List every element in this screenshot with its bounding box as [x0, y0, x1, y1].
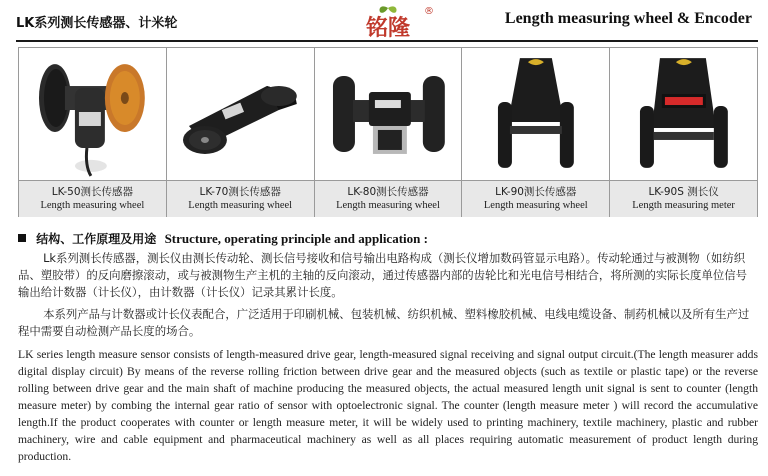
product-caption — [462, 180, 609, 217]
page-title-en: Length measuring wheel & Encoder — [504, 10, 752, 27]
logo-text: 铭隆 — [365, 15, 411, 40]
product-gallery — [18, 47, 758, 217]
body-paragraph-cn-1: Lk系列测长传感器，测长仪由测长传动轮、测长信号接收和信号输出电路构成（测长仪增加数码管显示电路）。传动轮通过与被测物（如纺织品、塑胶带）的反向磨擦滚动，或与被测物生产主机的主轴的反向滚动，通过传感器内部的齿轮比和光电信号相结合，将所测的实际长度单位信号输出给计数器（计长仪），由计数器（计长仪）记录其累计长度。 — [18, 251, 748, 299]
registered-mark-icon: ® — [424, 6, 434, 17]
length-wheel-photo-icon — [462, 48, 609, 180]
product-photo — [167, 48, 314, 180]
product-photo — [610, 48, 757, 180]
product-caption — [315, 180, 462, 217]
product-card — [462, 48, 610, 216]
page-title-cn: LK系列测长传感器、计米轮 — [16, 16, 178, 31]
length-wheel-photo-icon — [19, 48, 166, 180]
product-model-cn: LK-90测长传感器 — [495, 186, 577, 198]
section-heading-en: Structure, operating principle and application : — [164, 231, 428, 246]
square-bullet-icon — [18, 234, 26, 242]
product-caption — [167, 180, 314, 217]
product-photo — [315, 48, 462, 180]
product-desc-en: Length measuring wheel — [40, 200, 145, 211]
product-model-cn: LK-90S 测长仪 — [648, 186, 719, 198]
product-card — [610, 48, 757, 216]
product-desc-en: Length measuring wheel — [483, 200, 588, 211]
product-desc-en: Length measuring wheel — [188, 200, 293, 211]
product-caption — [610, 180, 757, 217]
product-model-cn: LK-50测长传感器 — [51, 186, 134, 198]
product-caption — [19, 180, 166, 217]
body-paragraph-cn-2: 本系列产品与计数器或计长仪表配合，广泛适用于印刷机械、包装机械、纺织机械、塑料橡胶机械、电线电缆设备、制药机械以及所有生产过程中需要自动检测产品长度的场合。 — [18, 307, 750, 338]
page-header — [0, 0, 768, 40]
brand-logo — [338, 2, 438, 40]
product-model-cn: LK-70测长传感器 — [199, 186, 281, 198]
length-wheel-photo-icon — [315, 48, 462, 180]
product-desc-en: Length measuring meter — [632, 200, 735, 211]
product-card — [19, 48, 167, 216]
product-card — [167, 48, 315, 216]
body-paragraph-en: LK series length measure sensor consists of length-measured drive gear, length-measured signal receiving and signal output circuit.(The length measurer adds digital display circuit) By means of the reverse rolling friction between drive gear and the measured objects (such as textile or plastic tape) or the reverse rolling between drive gear and the main shaft of machine producing the measured objects, the actual measured length unit signal is sent to counter (length measure meter) by combing the internal gear ratio of sensor with optoelectronic signal. The counter (length measure meter ) will record the accumulative length.If the product cooperates with counter or length measure meter, it will be widely used to printing machinery, textile machinery, plastic and rubber machinery, wire and cable equipment and pharmaceutical machinery as well as all places requiring automatic measurement of product length during production. — [18, 348, 758, 463]
length-wheel-photo-icon — [167, 48, 314, 180]
product-photo — [19, 48, 166, 180]
section-heading — [18, 230, 428, 247]
section-heading-cn: 结构、工作原理及用途 — [36, 232, 157, 246]
product-card — [315, 48, 463, 216]
header-divider — [16, 40, 758, 42]
length-meter-photo-icon — [610, 48, 757, 180]
product-desc-en: Length measuring wheel — [336, 200, 440, 211]
product-model-cn: LK-80测长传感器 — [347, 186, 429, 198]
product-photo — [462, 48, 609, 180]
